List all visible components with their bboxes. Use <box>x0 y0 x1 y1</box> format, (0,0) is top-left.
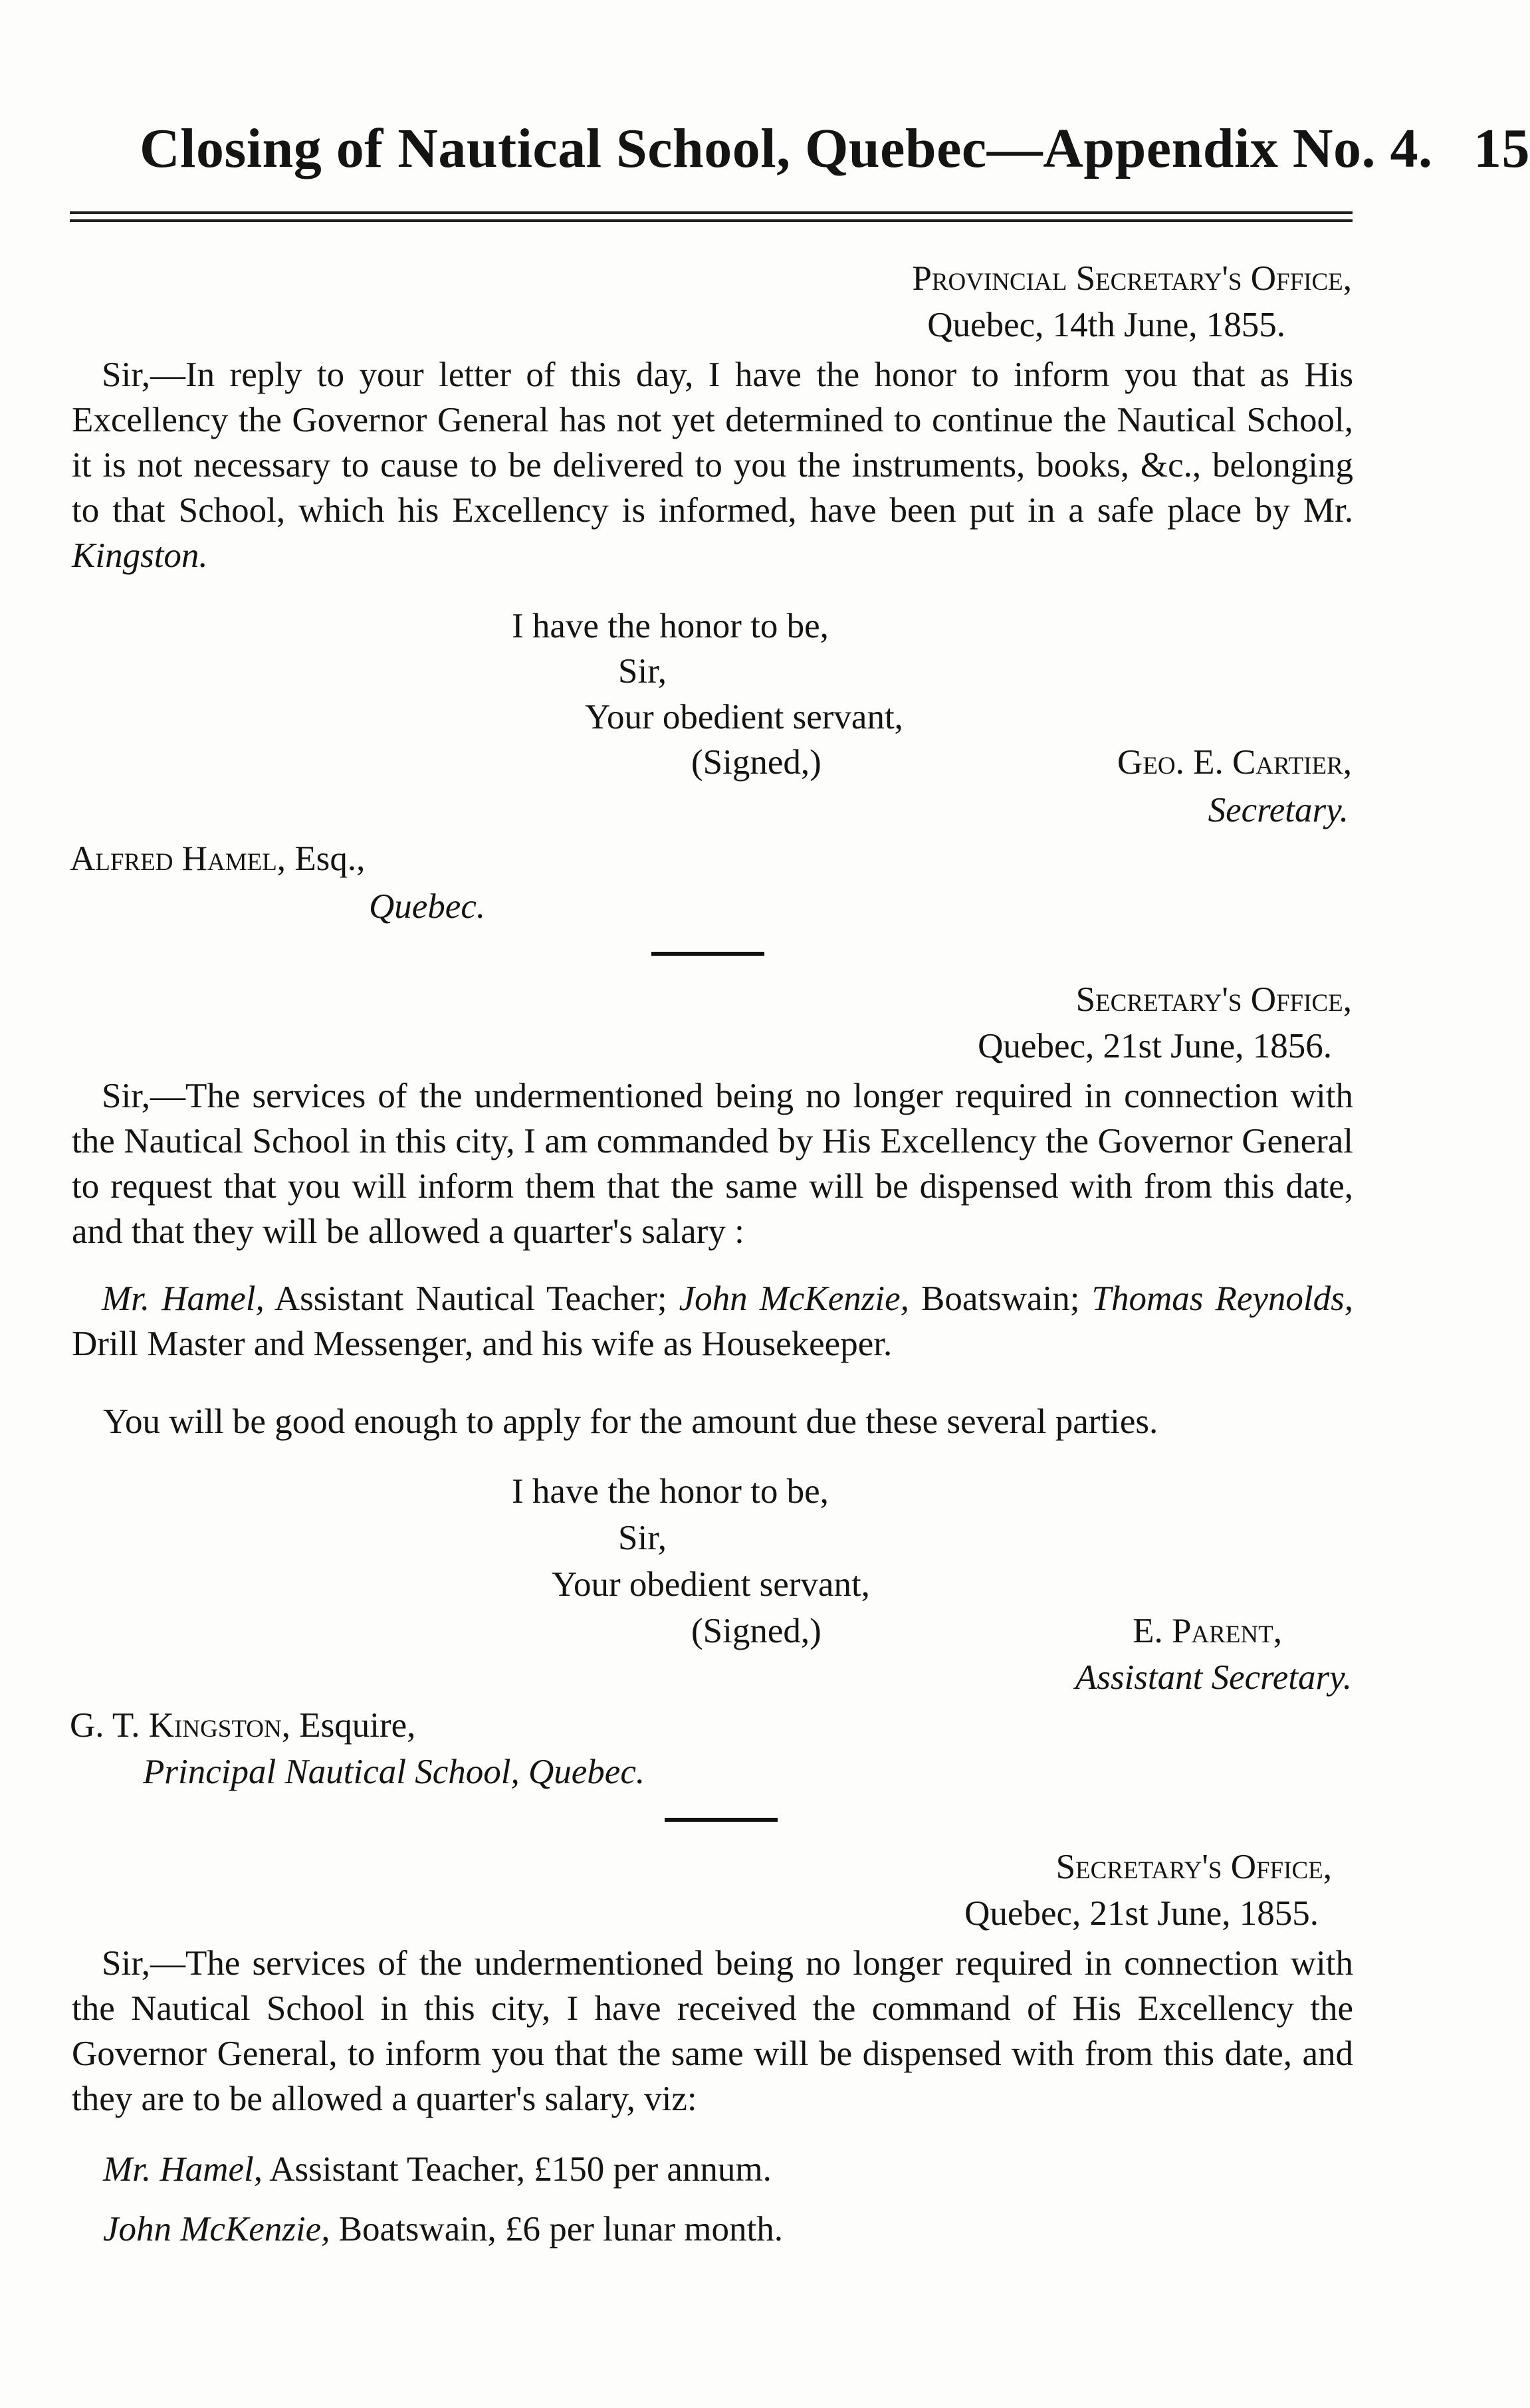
letter-2-addressee-suffix: Esquire, <box>299 1706 416 1745</box>
letter-2-list-text-2: Boatswain; <box>921 1279 1080 1318</box>
letter-1-signer-title: Secretary. <box>1208 791 1349 829</box>
letter-1-body-text: Sir,—In reply to your letter of this day, I have the honor to inform you that as His Excellency the Governor General has not yet determined to continue the Nautical School, it is not necessary to cause to be delivered to you the instruments, books, &c., belonging to that School, which his Excellency is informed, have been put in a safe place by Mr. <box>72 356 1353 530</box>
letter-2-signed: (Signed,) <box>691 1612 821 1650</box>
letter-2-list-name-1: Mr. Hamel, <box>102 1279 265 1318</box>
letter-1-signer: Geo. E. Cartier, <box>1117 743 1352 782</box>
letter-1-place-date <box>927 302 1285 348</box>
letter-2-addressee-name: G. T. Kingston, <box>70 1706 290 1745</box>
letter-1-addressee-place: Quebec. <box>369 887 486 926</box>
letter-2-closing-3: Your obedient servant, <box>552 1565 870 1604</box>
separator-1 <box>651 952 764 956</box>
letter-1-addressee <box>70 836 365 881</box>
letter-1-closing-2: Sir, <box>618 652 667 691</box>
letter-3-place-date: Quebec, 21st June, 1855. <box>964 1894 1319 1933</box>
letter-1-body <box>72 352 1353 582</box>
letter-3-item-2 <box>103 2207 783 2252</box>
letter-1-body-name: Kingston. <box>72 536 208 575</box>
letter-3-item-2-text: Boatswain, £6 per lunar month. <box>338 2210 783 2248</box>
letter-2-closing-1: I have the honor to be, <box>512 1472 829 1511</box>
letter-1-addressee-name: Alfred Hamel, <box>70 839 286 878</box>
header-title: Closing of Nautical School, Quebec—Appendix No. 4. <box>140 118 1433 179</box>
letter-1-signed: (Signed,) <box>691 743 821 782</box>
header-rule-top <box>70 211 1353 214</box>
letter-2-office: Secretary's Office, <box>1075 980 1352 1019</box>
separator-2 <box>665 1818 778 1822</box>
letter-3-item-1-text: Assistant Teacher, £150 per annum. <box>269 2150 772 2189</box>
letter-2-list-name-2: John McKenzie, <box>679 1279 909 1318</box>
letter-2-signer: E. Parent, <box>1133 1612 1282 1650</box>
letter-2-addressee-place: Principal Nautical School, Quebec. <box>143 1753 645 1791</box>
letter-3-body-text: Sir,—The services of the undermentioned being no longer required in connection with the Nautical School in this city, I have received the command of His Excellency the Governor General, to inform you that the same will be dispensed with from this date, and they are to be allowed a quarter's salary, viz: <box>72 1944 1353 2118</box>
letter-2-list-name-3: Thomas Reynolds, <box>1091 1279 1353 1318</box>
letter-2-note: You will be good enough to apply for the amount due these several parties. <box>103 1402 1158 1441</box>
letter-3-body <box>72 1941 1353 2124</box>
letter-3-office: Secretary's Office, <box>1055 1848 1332 1886</box>
letter-2-list-text-1: Assistant Nautical Teacher; <box>274 1279 667 1318</box>
letter-3-item-2-name: John McKenzie, <box>103 2210 330 2248</box>
letter-2-addressee <box>70 1703 415 1748</box>
letter-2-signer-title: Assistant Secretary. <box>1075 1658 1352 1697</box>
letter-3-item-1-name: Mr. Hamel, <box>103 2150 263 2189</box>
header-rule-bottom <box>70 219 1353 222</box>
letter-1-closing-3: Your obedient servant, <box>585 698 903 736</box>
letter-1-addressee-suffix: Esq., <box>294 839 366 878</box>
page-header <box>140 116 1530 181</box>
page-number: 15 <box>1474 118 1530 179</box>
letter-2-body-text: Sir,—The services of the undermentioned being no longer required in connection with the Nautical School in this city, I am commanded by His Excellency the Governor General to request that you will inform them that the same will be dispensed with from this date, and that they will be allowed a quarter's salary : <box>72 1077 1353 1251</box>
letter-2-body <box>72 1073 1353 1256</box>
letter-3-item-1 <box>103 2147 772 2192</box>
letter-1-place-date-text: Quebec, 14th June, 1855. <box>927 306 1285 344</box>
letter-1-closing-1: I have the honor to be, <box>512 607 829 645</box>
letter-2-list-text-3: Drill Master and Messenger, and his wife as Housekeeper. <box>72 1325 893 1363</box>
letter-2-place-date: Quebec, 21st June, 1856. <box>978 1027 1332 1065</box>
letter-1-office: Provincial Secretary's Office, <box>912 259 1352 298</box>
letter-2-list <box>72 1276 1353 1369</box>
letter-2-closing-2: Sir, <box>618 1519 667 1557</box>
